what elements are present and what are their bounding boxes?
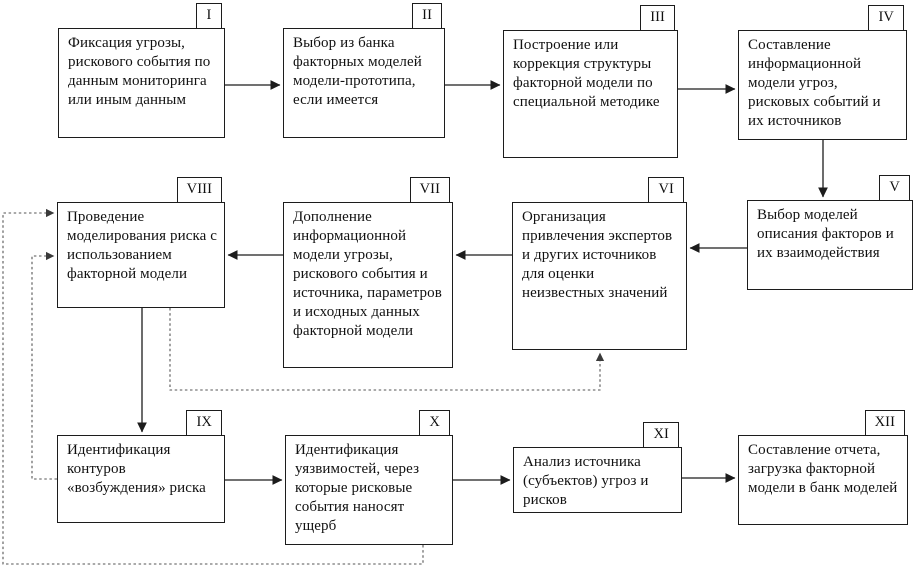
block-IV — [738, 9, 907, 140]
block-III-numeral-tab: III — [640, 5, 675, 31]
block-XII-text: Составление отчета, загрузка факторной модели в банк моделей — [748, 442, 898, 496]
block-V — [747, 179, 913, 290]
block-VIII-text: Проведение моделирования риска с использованием факторной модели — [67, 209, 218, 282]
block-XII — [738, 414, 908, 525]
block-IV-numeral-tab: IV — [868, 5, 904, 31]
block-VII-text: Дополнение информационной модели угрозы, рискового события и источника, параметров и исходных данных факторной модели — [293, 209, 442, 339]
block-X-text: Идентификация уязвимостей, через которые рисковые события наносят ущерб — [295, 442, 420, 534]
block-IX-numeral-tab: IX — [186, 410, 222, 436]
block-VII — [283, 181, 453, 368]
block-II-numeral-tab: II — [412, 3, 442, 29]
block-II — [283, 7, 445, 138]
block-III — [503, 9, 678, 158]
block-IX — [57, 414, 225, 523]
block-I-numeral-tab: I — [196, 3, 222, 29]
block-VII-numeral-tab: VII — [410, 177, 450, 203]
block-I — [58, 7, 225, 138]
block-VIII-numeral-tab: VIII — [177, 177, 222, 203]
block-II-text: Выбор из банка факторных моделей модели-прототипа, если имеется — [293, 35, 422, 108]
block-XII-numeral-tab: XII — [865, 410, 905, 436]
block-VI-text: Организация привлечения экспертов и других источников для оценки неизвестных значений — [522, 209, 673, 301]
block-XI-numeral-tab: XI — [643, 422, 679, 448]
connector-IX-VIII-feedback — [32, 256, 57, 479]
block-X — [285, 414, 453, 545]
block-VIII — [57, 181, 225, 308]
block-VI — [512, 181, 687, 350]
block-XI-text: Анализ источника (субъектов) угроз и рисков — [523, 454, 649, 508]
block-III-text: Построение или коррекция структуры факторной модели по специальной методике — [513, 37, 660, 110]
block-X-numeral-tab: X — [419, 410, 450, 436]
block-IX-text: Идентификация контуров «возбуждения» риска — [67, 442, 206, 496]
block-V-text: Выбор моделей описания факторов и их взаимодействия — [757, 207, 894, 261]
block-IV-text: Составление информационной модели угроз, рисковых событий и их источников — [748, 37, 881, 129]
block-I-text: Фиксация угрозы, рискового события по данным мониторинга или иным данным — [68, 35, 211, 108]
block-VI-numeral-tab: VI — [648, 177, 684, 203]
block-XI — [513, 426, 682, 513]
block-V-numeral-tab: V — [879, 175, 910, 201]
